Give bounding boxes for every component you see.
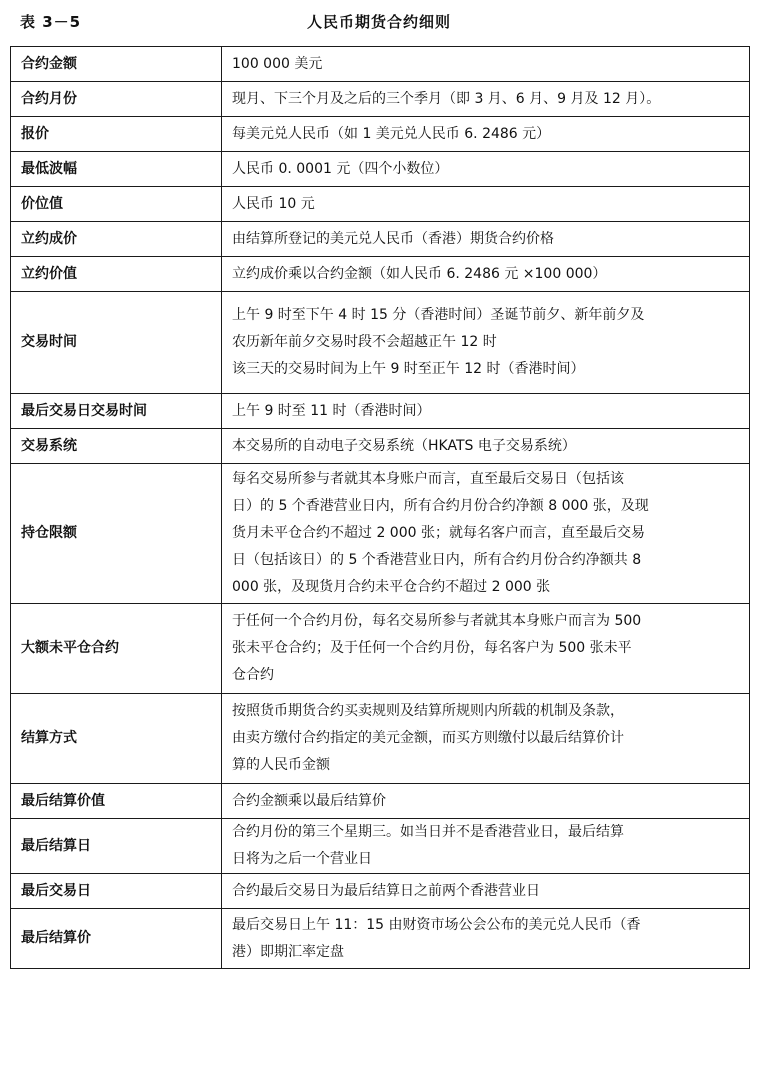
table-row bbox=[11, 819, 750, 874]
table-row bbox=[11, 604, 750, 694]
row-value bbox=[222, 257, 750, 292]
table-title: 人民币期货合约细则 bbox=[306, 13, 451, 31]
row-value bbox=[222, 152, 750, 187]
row-label: 结算方式 bbox=[11, 694, 222, 784]
row-value-line: 合约月份的第三个星期三。如当日并不是香港营业日，最后结算 bbox=[232, 824, 624, 840]
row-label: 最后交易日 bbox=[11, 874, 222, 909]
row-value-line: 合约最后交易日为最后结算日之前两个香港营业日 bbox=[232, 882, 540, 899]
row-label: 合约金额 bbox=[11, 47, 222, 82]
row-value-line: 人民币 10 元 bbox=[232, 195, 315, 212]
row-value bbox=[222, 694, 750, 784]
row-value-line: 每名交易所参与者就其本身账户而言，直至最后交易日（包括该 bbox=[232, 471, 624, 487]
row-label: 报价 bbox=[11, 117, 222, 152]
row-value-line: 港）即期汇率定盘 bbox=[232, 943, 344, 960]
row-value-line: 由结算所登记的美元兑人民币（香港）期货合约价格 bbox=[232, 230, 554, 247]
row-value-line: 货月未平仓合约不超过 2 000 张；就每名客户而言，直至最后交易 bbox=[232, 525, 645, 541]
row-value-line: 由卖方缴付合约指定的美元金额，而买方则缴付以最后结算价计 bbox=[232, 730, 624, 746]
table-row bbox=[11, 292, 750, 394]
row-value bbox=[222, 47, 750, 82]
table-row bbox=[11, 117, 750, 152]
row-value-line: 每美元兑人民币（如 1 美元兑人民币 6. 2486 元） bbox=[232, 125, 551, 142]
row-value-line: 日）的 5 个香港营业日内，所有合约月份合约净额 8 000 张，及现 bbox=[232, 498, 649, 514]
row-value bbox=[222, 394, 750, 429]
row-value-line: 于任何一个合约月份，每名交易所参与者就其本身账户而言为 500 bbox=[232, 613, 642, 629]
table-row bbox=[11, 784, 750, 819]
row-value-line: 000 张，及现货月合约未平仓合约不超过 2 000 张 bbox=[232, 579, 551, 595]
row-value bbox=[222, 429, 750, 464]
row-label: 大额未平仓合约 bbox=[11, 604, 222, 694]
row-value-line: 人民币 0. 0001 元（四个小数位） bbox=[232, 160, 449, 177]
row-label: 最后结算价值 bbox=[11, 784, 222, 819]
table-row bbox=[11, 47, 750, 82]
row-value-line: 张未平仓合约；及于任何一个合约月份，每名客户为 500 张未平 bbox=[232, 640, 632, 656]
contract-spec-body bbox=[11, 47, 750, 969]
table-row bbox=[11, 394, 750, 429]
row-value bbox=[222, 464, 750, 604]
row-label: 交易时间 bbox=[11, 292, 222, 394]
row-value bbox=[222, 222, 750, 257]
row-value-line: 立约成价乘以合约金额（如人民币 6. 2486 元 ×100 000） bbox=[232, 265, 607, 282]
row-value-line: 该三天的交易时间为上午 9 时至正午 12 时（香港时间） bbox=[232, 361, 585, 377]
table-row bbox=[11, 464, 750, 604]
table-row bbox=[11, 187, 750, 222]
row-value-line: 日将为之后一个营业日 bbox=[232, 851, 372, 867]
table-row bbox=[11, 874, 750, 909]
row-value bbox=[222, 909, 750, 969]
row-value bbox=[222, 292, 750, 394]
row-label: 持仓限额 bbox=[11, 464, 222, 604]
row-label: 最后结算价 bbox=[11, 909, 222, 969]
row-value bbox=[222, 819, 750, 874]
row-value bbox=[222, 784, 750, 819]
row-value bbox=[222, 82, 750, 117]
table-row bbox=[11, 82, 750, 117]
table-row bbox=[11, 429, 750, 464]
row-value-line: 算的人民币金额 bbox=[232, 757, 330, 773]
row-value bbox=[222, 874, 750, 909]
table-row bbox=[11, 694, 750, 784]
row-value-line: 现月、下三个月及之后的三个季月（即 3 月、6 月、9 月及 12 月）。 bbox=[232, 90, 661, 107]
table-caption bbox=[0, 0, 758, 46]
row-label: 交易系统 bbox=[11, 429, 222, 464]
row-value-line: 仓合约 bbox=[232, 667, 274, 683]
row-label: 最后结算日 bbox=[11, 819, 222, 874]
row-value-line: 本交易所的自动电子交易系统（HKATS 电子交易系统） bbox=[232, 437, 576, 454]
row-label: 价位值 bbox=[11, 187, 222, 222]
row-value-line: 农历新年前夕交易时段不会超越正午 12 时 bbox=[232, 334, 497, 350]
table-row bbox=[11, 222, 750, 257]
row-label: 最后交易日交易时间 bbox=[11, 394, 222, 429]
row-value-line: 上午 9 时至 11 时（香港时间） bbox=[232, 402, 431, 419]
table-number: 表 3－5 bbox=[20, 13, 82, 31]
table-row bbox=[11, 152, 750, 187]
row-value bbox=[222, 187, 750, 222]
row-value-line: 按照货币期货合约买卖规则及结算所规则内所载的机制及条款， bbox=[232, 703, 624, 719]
row-label: 立约成价 bbox=[11, 222, 222, 257]
row-value-line: 最后交易日上午 11：15 由财资市场公会公布的美元兑人民币（香 bbox=[232, 916, 641, 933]
row-value-line: 日（包括该日）的 5 个香港营业日内，所有合约月份合约净额共 8 bbox=[232, 552, 642, 568]
row-label: 立约价值 bbox=[11, 257, 222, 292]
row-value bbox=[222, 604, 750, 694]
row-value-line: 100 000 美元 bbox=[232, 55, 323, 72]
row-label: 最低波幅 bbox=[11, 152, 222, 187]
table-row bbox=[11, 257, 750, 292]
row-value-line: 上午 9 时至下午 4 时 15 分（香港时间）圣诞节前夕、新年前夕及 bbox=[232, 307, 645, 323]
table-row bbox=[11, 909, 750, 969]
row-value bbox=[222, 117, 750, 152]
row-value-line: 合约金额乘以最后结算价 bbox=[232, 792, 386, 809]
contract-spec-table bbox=[10, 46, 750, 969]
row-label: 合约月份 bbox=[11, 82, 222, 117]
